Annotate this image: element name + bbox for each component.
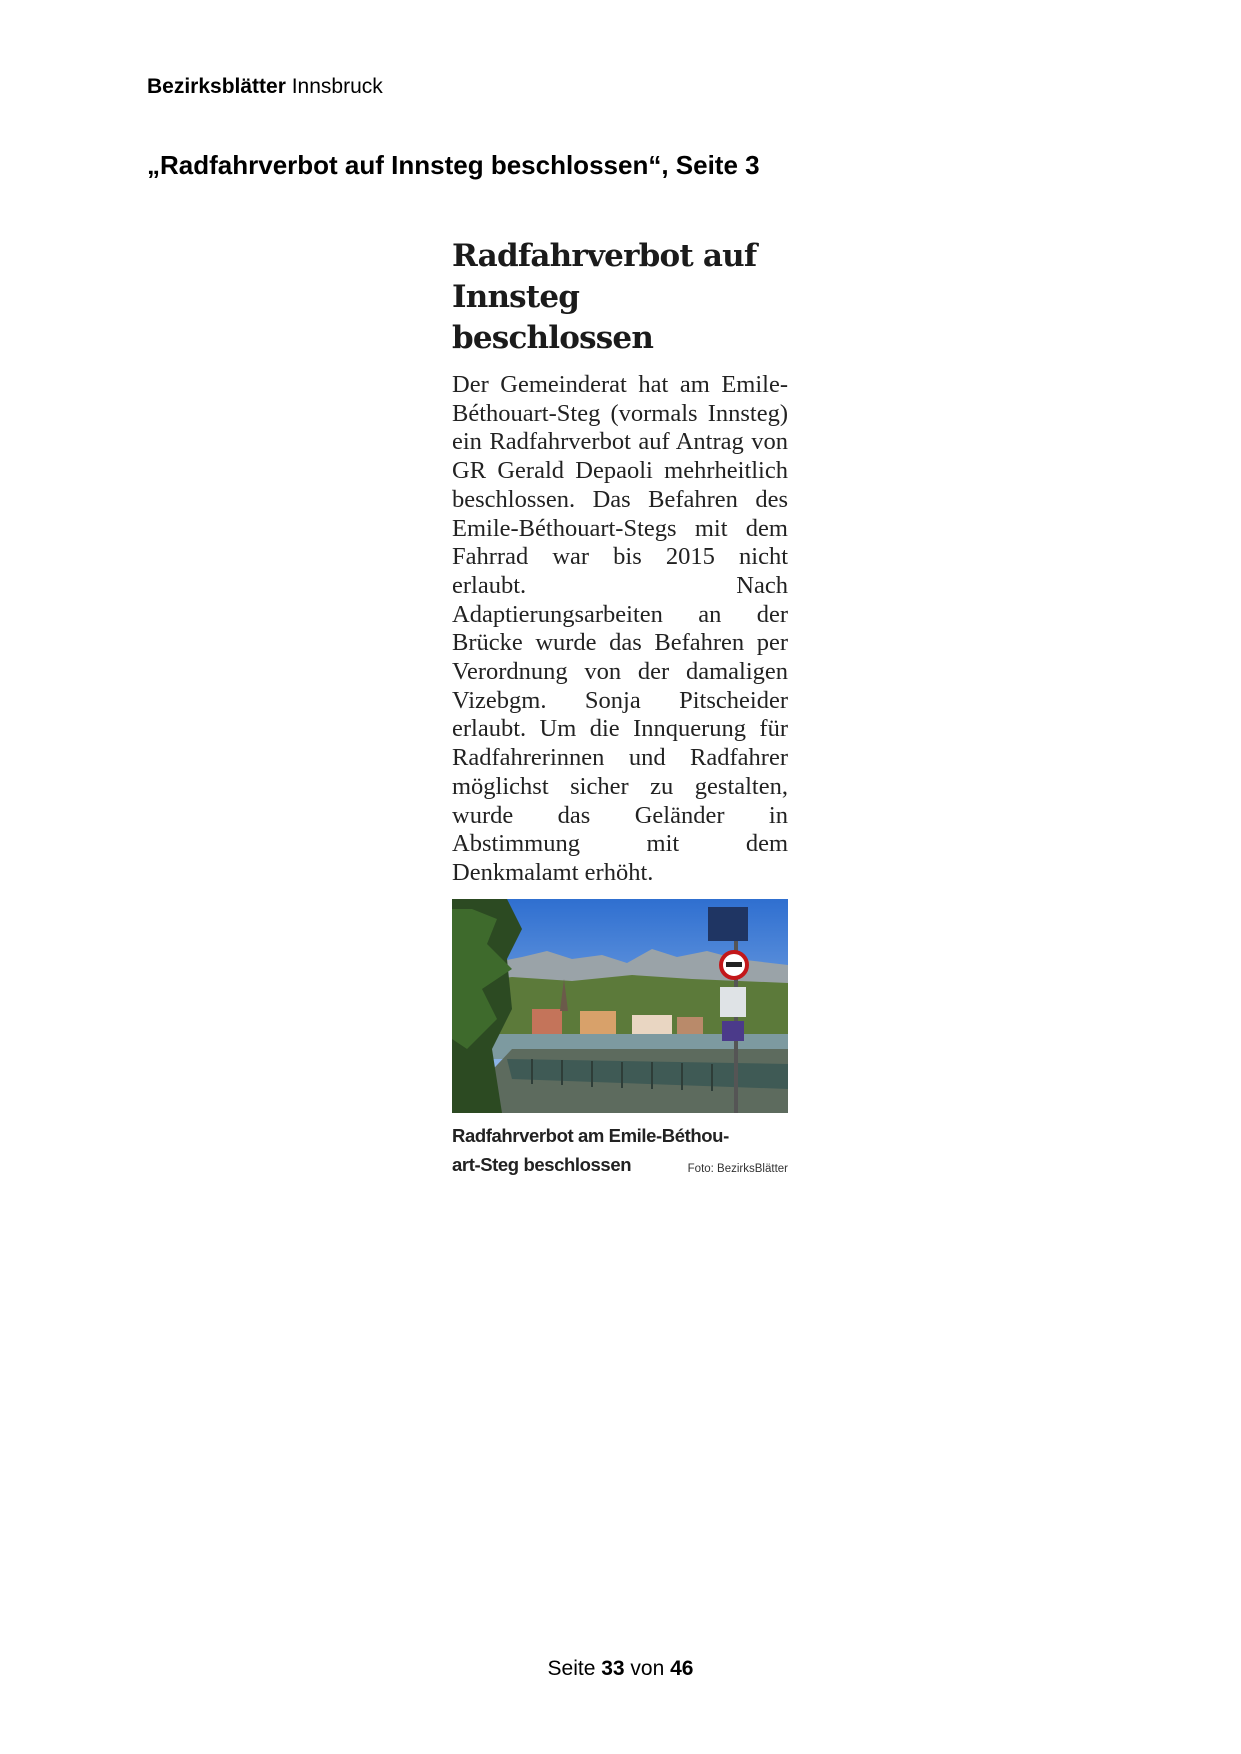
publication-name: Bezirksblätter [147, 75, 286, 98]
footer-middle: von [624, 1657, 671, 1680]
headline-line-1: Radfahrverbot auf [452, 238, 757, 274]
publication-region: Innsbruck [285, 75, 383, 98]
headline-line-2: Innsteg beschlossen [452, 279, 654, 356]
clip-title: „Radfahrverbot auf Innsteg beschlossen“, Seite 3 [147, 150, 760, 180]
current-page-number: 33 [601, 1657, 625, 1680]
caption-line-2: art-Steg beschlossen [452, 1153, 632, 1175]
total-page-count: 46 [670, 1657, 694, 1680]
article-headline [452, 236, 788, 359]
bridge-photo [452, 899, 788, 1113]
footer-prefix: Seite [547, 1657, 602, 1680]
publication-header [147, 74, 383, 100]
caption-line-1: Radfahrverbot am Emile-Béthou- [452, 1124, 729, 1146]
newspaper-clipping [452, 236, 788, 1179]
photo-credit: Foto: BezirksBlätter [687, 1162, 788, 1175]
photo-caption [452, 1121, 788, 1179]
article-body: Der Gemeinderat hat am Emile-Béthouart-Steg (vormals Innsteg) ein Radfahrverbot auf Antrag von GR Gerald Depaoli mehrheitlich beschlossen. Das Befahren des Emile-Béthouart-Stegs mit dem Fahrrad war bis 2015 nicht erlaubt. Nach Adaptierungsarbeiten an der Brücke wurde das Befahren per Verordnung von der damaligen Vizebgm. Sonja Pitscheider erlaubt. Um die Innquerung für Radfahrerinnen und Radfahrer möglichst sicher zu gestalten, wurde das Geländer in Abstimmung mit dem Denkmalamt erhöht. [452, 371, 788, 886]
page-footer [0, 1657, 1241, 1681]
